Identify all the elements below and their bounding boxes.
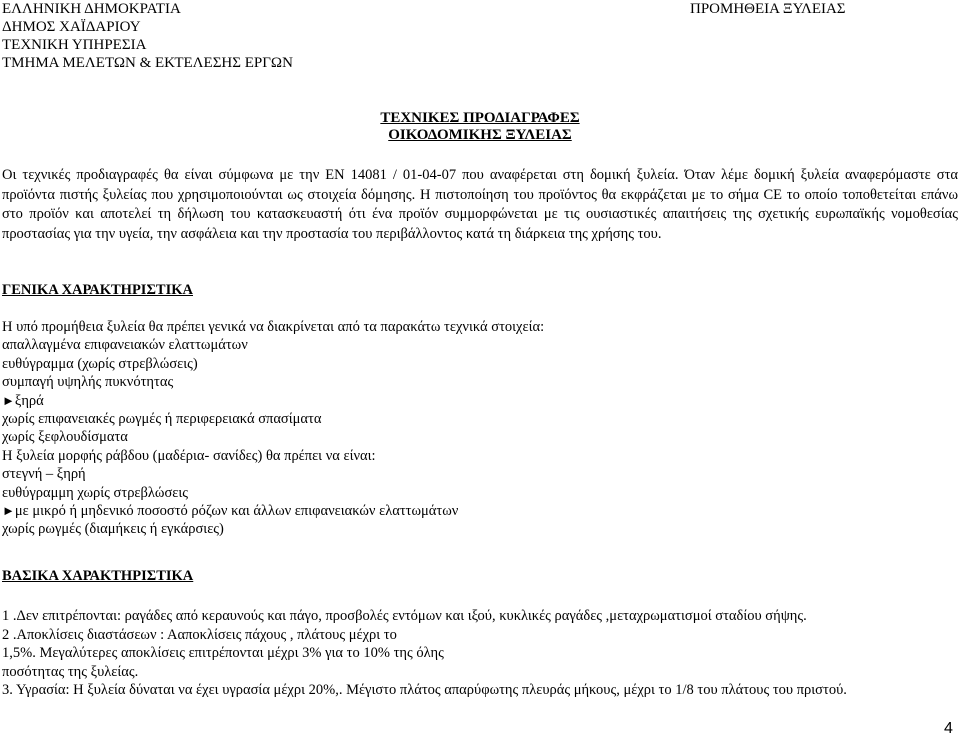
list-item-text: ξηρά: [14, 392, 44, 409]
basic-item-2-line-2: 1,5%. Μεγαλύτερες αποκλίσεις επιτρέπονται μέχρι 3% για το 10% της όλης: [2, 645, 444, 661]
general-heading: ΓΕΝΙΚΑ ΧΑΡΑΚΤΗΡΙΣΤΙΚΑ: [2, 282, 193, 298]
header-municipality: ΔΗΜΟΣ ΧΑΪΔΑΡΙΟΥ: [2, 19, 141, 35]
rod-timber-line: Η ξυλεία μορφής ράβδου (μαδέρια- σανίδες) θα πρέπει να είναι:: [2, 447, 376, 464]
header-subject: ΠΡΟΜΗΘΕΙΑ ΞΥΛΕΙΑΣ: [690, 1, 846, 17]
list-item: [2, 502, 958, 520]
list-item: συμπαγή υψηλής πυκνότητας: [2, 374, 174, 391]
page-number: 4: [944, 720, 953, 737]
arrow-bullet-icon: ►: [2, 392, 15, 408]
list-item: χωρίς ξεφλουδίσματα: [2, 429, 128, 446]
list-item-text: με μικρό ή μηδενικό ποσοστό ρόζων και άλλων επιφανειακών ελαττωμάτων: [14, 502, 459, 519]
header-country: ΕΛΛΗΝΙΚΗ ΔΗΜΟΚΡΑΤΙΑ: [2, 1, 181, 17]
basic-heading: ΒΑΣΙΚΑ ΧΑΡΑΚΤΗΡΙΣΤΙΚΑ: [2, 568, 194, 584]
basic-list: [2, 607, 958, 700]
list-item: [2, 392, 958, 410]
basic-item-3: 3. Υγρασία: Η ξυλεία δύναται να έχει υγρασία μέχρι 20%,. Μέγιστο πλάτος απαρύφωτης πλευράς μήκους, μέχρι το 1/8 του πλάτους του πριστού.: [2, 682, 847, 698]
header-department: ΤΜΗΜΑ ΜΕΛΕΤΩΝ & ΕΚΤΕΛΕΣΗΣ ΕΡΓΩΝ: [2, 55, 293, 71]
header-left: [2, 0, 293, 72]
basic-item-2-line-1: 2 .Αποκλίσεις διαστάσεων : Ααποκλίσεις πάχους , πλάτους μέχρι το: [2, 626, 397, 643]
arrow-bullet-icon: ►: [2, 502, 15, 518]
header-service: ΤΕΧΝΙΚΗ ΥΠΗΡΕΣΙΑ: [2, 37, 147, 53]
list-item: χωρίς ρωγμές (διαμήκεις ή εγκάρσιες): [2, 521, 224, 538]
list-item: ευθύγραμμη χωρίς στρεβλώσεις: [2, 484, 189, 501]
title-line-1: ΤΕΧΝΙΚΕΣ ΠΡΟΔΙΑΓΡΑΦΕΣ: [380, 110, 580, 126]
basic-item-2-line-3: ποσότητας της ξυλείας.: [2, 663, 139, 680]
title-line-2: ΟΙΚΟΔΟΜΙΚΗΣ ΞΥΛΕΙΑΣ: [388, 127, 572, 143]
general-list: [2, 318, 958, 539]
list-item: χωρίς επιφανειακές ρωγμές ή περιφερειακά σπασίματα: [2, 410, 322, 427]
basic-item-1: 1 .Δεν επιτρέπονται: ραγάδες από κεραυνούς και πάγο, προσβολές εντόμων και ιξού, κυκλικές ραγάδες ,μεταχρωματισμοί σταδίου σήψης.: [2, 608, 807, 624]
list-item: απαλλαγμένα επιφανειακών ελαττωμάτων: [2, 337, 248, 354]
list-item: ευθύγραμμα (χωρίς στρεβλώσεις): [2, 355, 198, 372]
document-title: [0, 110, 959, 144]
list-item: στεγνή – ξηρή: [2, 466, 86, 483]
intro-paragraph: Οι τεχνικές προδιαγραφές θα είναι σύμφωνα με την ΕΝ 14081 / 01-04-07 που αναφέρεται στη δομική ξυλεία. Όταν λέμε δομική ξυλεία αναφερόμαστε στα προϊόντα πιστής ξυλείας που χρησιμοποιούνται ως στοιχεία δόμησης. Η πιστοποίηση του προϊόντος θα εκφράζεται με το σήμα CE το οποίο τοποθετείται επάνω στο προϊόν και αποτελεί τη δήλωση του κατασκευαστή ότι ένα προϊόν συμμορφώνεται με τις ουσιαστικές απαιτήσεις της σχετικής ευρωπαϊκής νομοθεσίας προστασίας για την υγεία, την ασφάλεια και την προστασία του περιβάλλοντος κατά τη διάρκεια της χρήσης του.: [2, 167, 958, 242]
general-intro-line: Η υπό προμήθεια ξυλεία θα πρέπει γενικά να διακρίνεται από τα παρακάτω τεχνικά στοιχεία:: [2, 319, 545, 335]
